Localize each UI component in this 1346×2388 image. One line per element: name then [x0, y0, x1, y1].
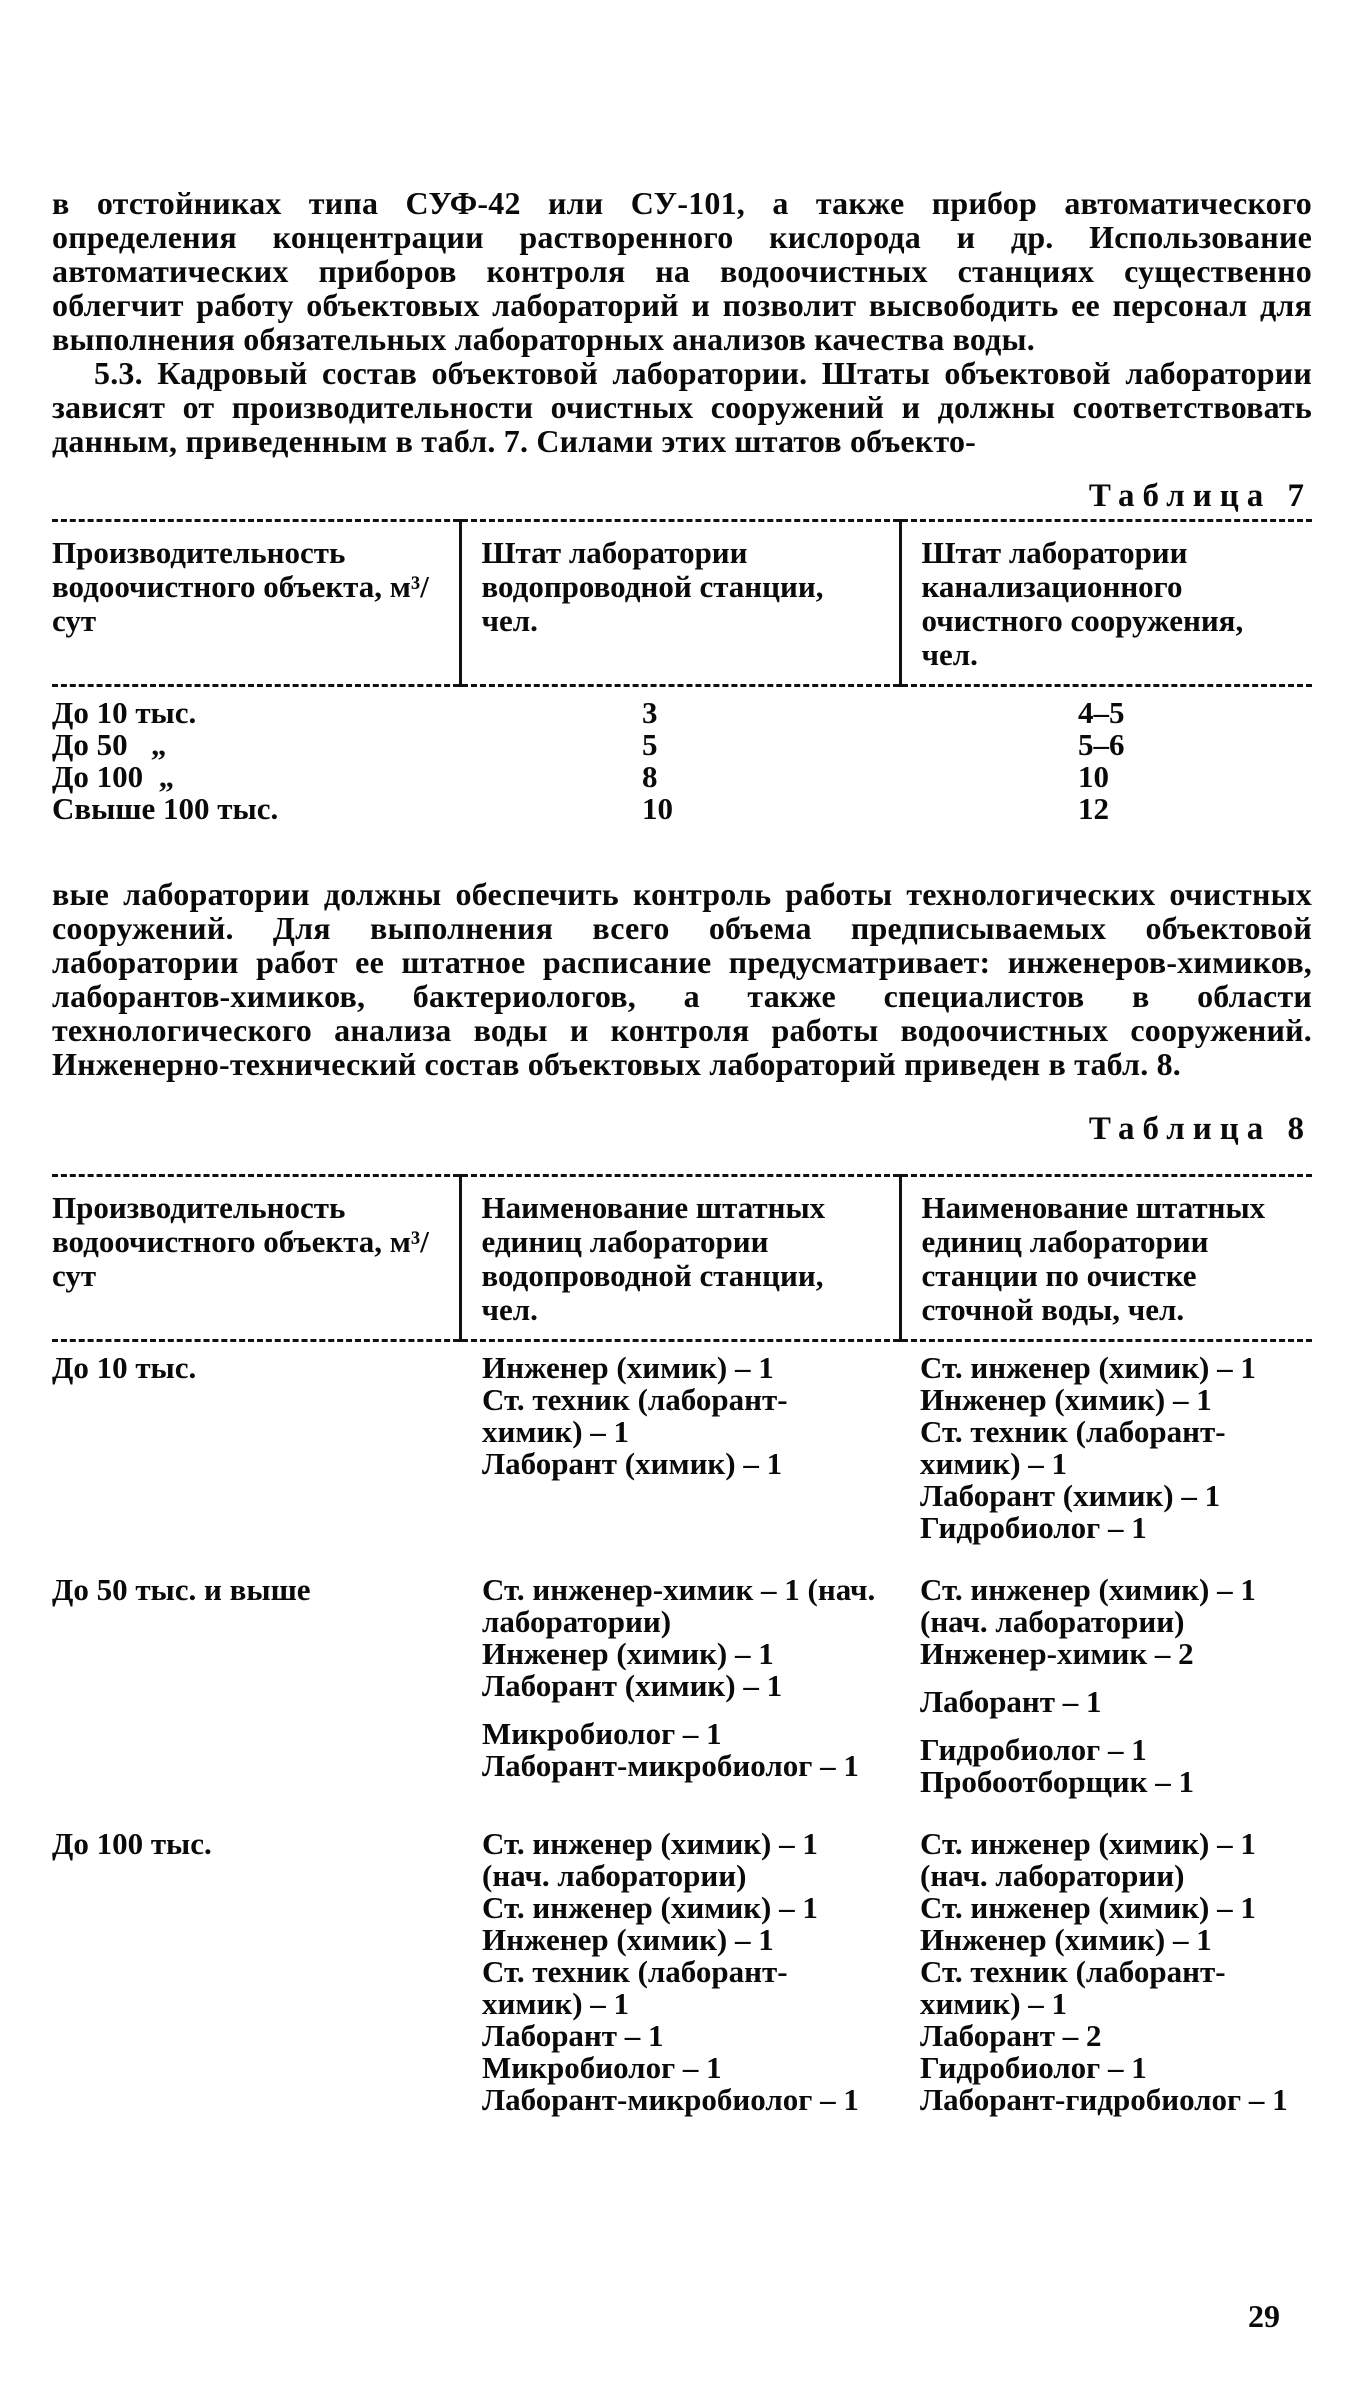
table-row	[52, 761, 1312, 793]
t7-header-capacity: Производительность водоочистного объекта, м³/сут	[52, 521, 460, 686]
t7-cell-sewage: 10	[1078, 759, 1109, 794]
staff-line: Лаборант – 1	[920, 1684, 1102, 1719]
t7-header-sewage: Штат лаборатории канализационного очистного сооружения, чел.	[900, 521, 1312, 686]
table-row	[52, 697, 1312, 729]
paragraph-continued: вые лаборатории должны обеспечить контроль работы технологических очистных сооружений. Для выполнения всего объема предписываемых объектовой лаборатории работ ее штатное расписание предусматривает: инженеров-химиков, лаборантов-химиков, бактериологов, а также специалистов в области технологического анализа воды и контроля работы водоочистных сооружений. Инженерно-технический состав объектовых лабораторий приведен в табл. 8.	[52, 876, 1312, 1082]
staff-line: Пробоотборщик – 1	[920, 1764, 1194, 1799]
t7-cell-capacity: До 100 „	[52, 759, 175, 794]
t7-cell-sewage: 4–5	[1078, 695, 1125, 730]
table8-caption: Таблица 8	[1088, 1111, 1312, 1147]
staff-line: Ст. техник (лаборант-химик) – 1	[920, 1954, 1226, 2021]
staff-line: Лаборант-микробиолог – 1	[482, 2082, 859, 2117]
page-content	[52, 186, 1312, 2142]
paragraph-intro: в отстойниках типа СУФ-42 или СУ-101, а также прибор автоматического определения концентрации растворенного кислорода и др. Использование автоматических приборов контроля на водоочистных станциях существенно облегчит работу объектовых лабораторий и позволит высвободить ее персонал для выполнения обязательных лабораторных анализов качества воды.	[52, 185, 1312, 357]
t7-cell-capacity: До 50 „	[52, 727, 167, 762]
staff-line: Инженер (химик) – 1	[482, 1350, 774, 1385]
staff-line: Ст. инженер-химик – 1 (нач. лаборатории)	[482, 1572, 876, 1639]
table-7	[52, 519, 1312, 825]
staff-line: Инженер-химик – 2	[920, 1636, 1194, 1671]
t7-cell-water: 3	[642, 695, 658, 730]
t8-cell-water	[460, 1824, 900, 2142]
table-8	[52, 1174, 1312, 2142]
t7-cell-water: 8	[642, 759, 658, 794]
staff-line: Ст. инженер (химик) – 1 (нач. лаборатории)	[920, 1826, 1256, 1893]
staff-line: Лаборант-гидробиолог – 1	[920, 2082, 1288, 2117]
staff-line: Микробиолог – 1	[482, 2050, 722, 2085]
t8-header-sewage: Наименование штатных единиц лаборатории станции по очистке сточной воды, чел.	[900, 1176, 1312, 1341]
staff-line: Микробиолог – 1	[482, 1716, 722, 1751]
staff-line: Лаборант-микробиолог – 1	[482, 1748, 859, 1783]
staff-line: Ст. техник (лаборант-химик) – 1	[482, 1954, 788, 2021]
staff-line: Гидробиолог – 1	[920, 2050, 1147, 2085]
table-row	[52, 1824, 1312, 2142]
t7-cell-water: 10	[642, 791, 673, 826]
t7-cell-water: 5	[642, 727, 658, 762]
t8-cell-capacity: До 10 тыс.	[52, 1350, 197, 1385]
t8-cell-sewage	[900, 1824, 1312, 2142]
staff-line: Инженер (химик) – 1	[920, 1382, 1212, 1417]
t7-cell-capacity: До 10 тыс.	[52, 695, 197, 730]
t7-cell-sewage: 5–6	[1078, 727, 1125, 762]
t7-cell-capacity: Свыше 100 тыс.	[52, 791, 279, 826]
staff-line: Лаборант (химик) – 1	[482, 1668, 783, 1703]
staff-line: Ст. техник (лаборант-химик) – 1	[920, 1414, 1226, 1481]
staff-line: Ст. инженер (химик) – 1	[482, 1890, 818, 1925]
staff-line: Инженер (химик) – 1	[920, 1922, 1212, 1957]
staff-line: Ст. инженер (химик) – 1 (нач. лаборатории)	[920, 1572, 1256, 1639]
staff-line: Лаборант (химик) – 1	[482, 1446, 783, 1481]
staff-line: Лаборант – 1	[482, 2018, 664, 2053]
t8-cell-sewage	[900, 1570, 1312, 1824]
table-row	[52, 1348, 1312, 1570]
table-row	[52, 1570, 1312, 1824]
t8-cell-water	[460, 1570, 900, 1824]
staff-line: Ст. инженер (химик) – 1 (нач. лаборатории)	[482, 1826, 818, 1893]
t8-cell-water	[460, 1348, 900, 1570]
table-row	[52, 793, 1312, 825]
staff-line: Ст. инженер (химик) – 1	[920, 1350, 1256, 1385]
t7-header-water: Штат лаборатории водопроводной станции, чел.	[460, 521, 900, 686]
table-row	[52, 729, 1312, 761]
staff-line: Ст. инженер (химик) – 1	[920, 1890, 1256, 1925]
page-number: 29	[1248, 2298, 1280, 2334]
t8-cell-capacity: До 50 тыс. и выше	[52, 1572, 311, 1607]
staff-line: Инженер (химик) – 1	[482, 1922, 774, 1957]
staff-line: Лаборант – 2	[920, 2018, 1102, 2053]
t8-header-water: Наименование штатных единиц лаборатории водопроводной станции, чел.	[460, 1176, 900, 1341]
table7-caption: Таблица 7	[1088, 478, 1312, 514]
t7-cell-sewage: 12	[1078, 791, 1109, 826]
t8-header-capacity: Производительность водоочистного объекта, м³/сут	[52, 1176, 460, 1341]
t8-cell-sewage	[900, 1348, 1312, 1570]
staff-line: Гидробиолог – 1	[920, 1732, 1147, 1767]
staff-line: Инженер (химик) – 1	[482, 1636, 774, 1671]
staff-line: Гидробиолог – 1	[920, 1510, 1147, 1545]
staff-line: Лаборант (химик) – 1	[920, 1478, 1221, 1513]
staff-line: Ст. техник (лаборант-химик) – 1	[482, 1382, 788, 1449]
t8-cell-capacity: До 100 тыс.	[52, 1826, 212, 1861]
paragraph-section-5-3: 5.3. Кадровый состав объектовой лаборатории. Штаты объектовой лаборатории зависят от производительности очистных сооружений и должны соответствовать данным, приведенным в табл. 7. Силами этих штатов объекто-	[52, 355, 1312, 459]
